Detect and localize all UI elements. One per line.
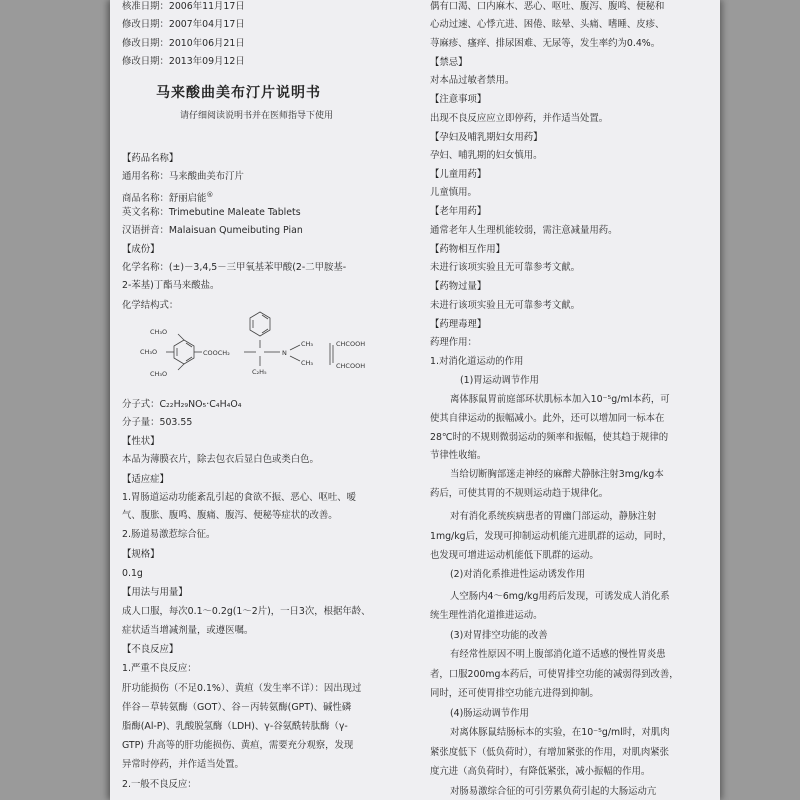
chemical-name-line-1: 化学名称：(±)－3,4,5－三甲氧基苯甲酸(2-二甲胺基- bbox=[122, 262, 347, 273]
dosage-line-1: 成人口服，每次0.1～0.2g(1～2片)，一日3次，根据年龄、 bbox=[122, 606, 371, 617]
trade-name: 商品名称：舒丽启能® bbox=[122, 191, 214, 205]
revision-date-3: 修改日期：2013年09月12日 bbox=[122, 56, 245, 67]
leaflet-page bbox=[110, 0, 720, 800]
revision-date-2: 修改日期：2010年06月21日 bbox=[122, 38, 245, 49]
gastric-line-5: 当给切断胸部迷走神经的麻醉犬静脉注射3mg/kg本 bbox=[450, 469, 664, 480]
intestine-line-2: 紧张度低下（低负荷时），有增加紧张的作用，对肌肉紧张 bbox=[430, 747, 670, 758]
pregnancy-text: 孕妇、哺乳期的妇女慎用。 bbox=[430, 150, 543, 161]
structure-label: 化学结构式： bbox=[122, 300, 179, 311]
intestine-line-3: 度亢进（高负荷时），有降低紧张，减小振幅的作用。 bbox=[430, 766, 651, 777]
amine-nitrogen: N bbox=[282, 349, 287, 357]
children-text: 儿童慎用。 bbox=[430, 187, 477, 198]
contraindication-text: 对本品过敏者禁用。 bbox=[430, 75, 515, 86]
methyl-lower: CH₃ bbox=[301, 359, 314, 367]
molecular-weight: 分子量：503.55 bbox=[122, 417, 193, 428]
methyl-upper: CH₃ bbox=[301, 340, 314, 348]
gastric-line-3: 28℃时的不规则微弱运动的频率和振幅，使其趋于规律的 bbox=[430, 432, 669, 443]
section-caution: 【注意事项】 bbox=[430, 94, 487, 105]
intestine-line-1: 对离体豚鼠结肠标本的实验，在10⁻⁵g/ml时，对肌肉 bbox=[450, 727, 670, 738]
section-interaction: 【药物相互作用】 bbox=[430, 244, 506, 255]
liver-line-4: GTP) 升高等的肝功能损伤、黄疸，需要充分观察，发现 bbox=[122, 740, 354, 751]
section-character: 【性状】 bbox=[122, 436, 160, 447]
section-spec: 【规格】 bbox=[122, 549, 160, 560]
character-text: 本品为薄膜衣片，除去包衣后显白色或类白色。 bbox=[122, 454, 319, 465]
document-subtitle: 请仔细阅读说明书并在医师指导下使用 bbox=[180, 111, 334, 121]
intestine-line-4: 对肠易激综合征的可引劳累负荷引起的大肠运动亢 bbox=[450, 786, 657, 797]
carboxyl-bottom: CHCOOH bbox=[336, 362, 366, 370]
section-contraindication: 【禁忌】 bbox=[430, 57, 468, 68]
generic-name: 通用名称：马来酸曲美布汀片 bbox=[122, 171, 244, 182]
methoxy-top: CH₃O bbox=[150, 328, 168, 336]
gastric-title: (1)胃运动调节作用 bbox=[460, 375, 539, 386]
section-overdose: 【药物过量】 bbox=[430, 281, 487, 292]
pinyin-name: 汉语拼音：Malaisuan Qumeibuting Pian bbox=[122, 225, 303, 236]
section-pharmacology: 【药理毒理】 bbox=[430, 319, 487, 330]
liver-line-3: 脂酶(Al-P)、乳酸脱氢酶（LDH)、γ-谷氨酰转肽酶（γ- bbox=[122, 721, 348, 732]
spec-text: 0.1g bbox=[122, 568, 143, 579]
ethyl-group: C₂H₅ bbox=[252, 368, 267, 376]
ester-group: COOCH₂ bbox=[203, 349, 230, 357]
section-elderly: 【老年用药】 bbox=[430, 206, 487, 217]
liver-line-2: 伴谷－草转氨酶（GOT）、谷－丙转氨酶(GPT)、碱性磷 bbox=[122, 702, 352, 713]
section-adverse: 【不良反应】 bbox=[122, 644, 179, 655]
propulsion-line-1: 人空肠内4～6mg/kg用药后发现，可诱发成人消化系 bbox=[450, 591, 670, 602]
english-name: 英文名称：Trimebutine Maleate Tablets bbox=[122, 207, 301, 218]
gi-effect-title: 1.对消化道运动的作用 bbox=[430, 356, 524, 367]
indication-2: 2.肠道易激惹综合征。 bbox=[122, 529, 216, 540]
overdose-text: 未进行该项实验且无可靠参考文献。 bbox=[430, 300, 581, 311]
section-ingredients: 【成份】 bbox=[122, 244, 160, 255]
section-drug-name: 【药品名称】 bbox=[122, 153, 179, 164]
general-reaction: 2.一般不良反应： bbox=[122, 779, 197, 790]
gastric-line-6: 药后，可使其胃的不规则运动趋于规律化。 bbox=[430, 488, 609, 499]
chemical-structure bbox=[132, 310, 382, 395]
gastric-line-1: 离体豚鼠胃前庭部环状肌标本加入10⁻⁵g/ml本药，可 bbox=[450, 394, 670, 405]
indication-1-line-2: 气、腹胀、腹鸣、腹痛、腹泻、便秘等症状的改善。 bbox=[122, 510, 338, 521]
registered-mark: ® bbox=[206, 191, 214, 199]
propulsion-line-2: 统生理性消化道推进运动。 bbox=[430, 610, 543, 621]
section-pregnancy: 【孕妇及哺乳期妇女用药】 bbox=[430, 132, 543, 143]
indication-1-line-1: 1.胃肠道运动功能紊乱引起的食欲不振、恶心、呕吐、嗳 bbox=[122, 492, 356, 503]
adverse-cont-line-1: 偶有口渴、口内麻木、恶心、呕吐、腹泻、腹鸣、便秘和 bbox=[430, 1, 665, 12]
section-dosage: 【用法与用量】 bbox=[122, 587, 188, 598]
gastric-line-7: 对有消化系统疾病患者的胃幽门部运动，静脉注射 bbox=[450, 511, 657, 522]
dosage-line-2: 症状适当增减剂量，或遵医嘱。 bbox=[122, 625, 254, 636]
chemical-name-line-2: 2-苯基)丁酯马来酸盐。 bbox=[122, 280, 220, 291]
molecular-formula: 分子式：C₂₂H₂₉NO₅·C₄H₄O₄ bbox=[122, 399, 242, 410]
serious-reaction: 1.严重不良反应： bbox=[122, 663, 197, 674]
propulsion-title: (2)对消化系推进性运动诱发作用 bbox=[450, 569, 586, 580]
methoxy-bottom: CH₃O bbox=[150, 370, 168, 378]
gastric-line-4: 节律性收缩。 bbox=[430, 450, 487, 461]
emptying-line-2: 者，口服200mg本药后，可使胃排空功能的减弱得到改善， bbox=[430, 669, 679, 680]
approval-date: 核准日期：2006年11月17日 bbox=[122, 1, 245, 12]
document-title: 马来酸曲美布汀片说明书 bbox=[156, 85, 321, 101]
carboxyl-top: CHCOOH bbox=[336, 340, 366, 348]
emptying-title: (3)对胃排空功能的改善 bbox=[450, 630, 548, 641]
emptying-line-3: 同时，还可使胃排空功能亢进得到抑制。 bbox=[430, 688, 599, 699]
gastric-line-9: 也发现可增进运动机能低下肌群的运动。 bbox=[430, 550, 599, 561]
liver-line-1: 肝功能损伤（不足0.1%）、黄疸（发生率不详）：因出现过 bbox=[122, 683, 362, 694]
interaction-text: 未进行该项实验且无可靠参考文献。 bbox=[430, 262, 581, 273]
gastric-line-2: 使其自律运动的振幅减小。此外，还可以增加同一标本在 bbox=[430, 413, 665, 424]
revision-date-1: 修改日期：2007年04月17日 bbox=[122, 19, 245, 30]
gastric-line-8: 1mg/kg后，发现可抑制运动机能亢进肌群的运动，同时， bbox=[430, 531, 672, 542]
pharmacology-label: 药理作用： bbox=[430, 337, 477, 348]
methoxy-middle: CH₃O bbox=[140, 348, 158, 356]
liver-line-5: 异常时停药，并作适当处置。 bbox=[122, 759, 244, 770]
intestine-title: (4)肠运动调节作用 bbox=[450, 708, 529, 719]
caution-text: 出现不良反应应立即停药，并作适当处置。 bbox=[430, 113, 609, 124]
section-children: 【儿童用药】 bbox=[430, 169, 487, 180]
elderly-text: 通常老年人生理机能较弱，需注意减量用药。 bbox=[430, 225, 618, 236]
adverse-cont-line-3: 荨麻疹、瘙痒、排尿困难、无尿等，发生率约为0.4%。 bbox=[430, 38, 661, 49]
emptying-line-1: 有经常性原因不明上腹部消化道不适感的慢性胃炎患 bbox=[450, 649, 666, 660]
section-indication: 【适应症】 bbox=[122, 474, 169, 485]
adverse-cont-line-2: 心动过速、心悸亢进、困倦、眩晕、头痛、嗜睡、皮疹、 bbox=[430, 19, 665, 30]
